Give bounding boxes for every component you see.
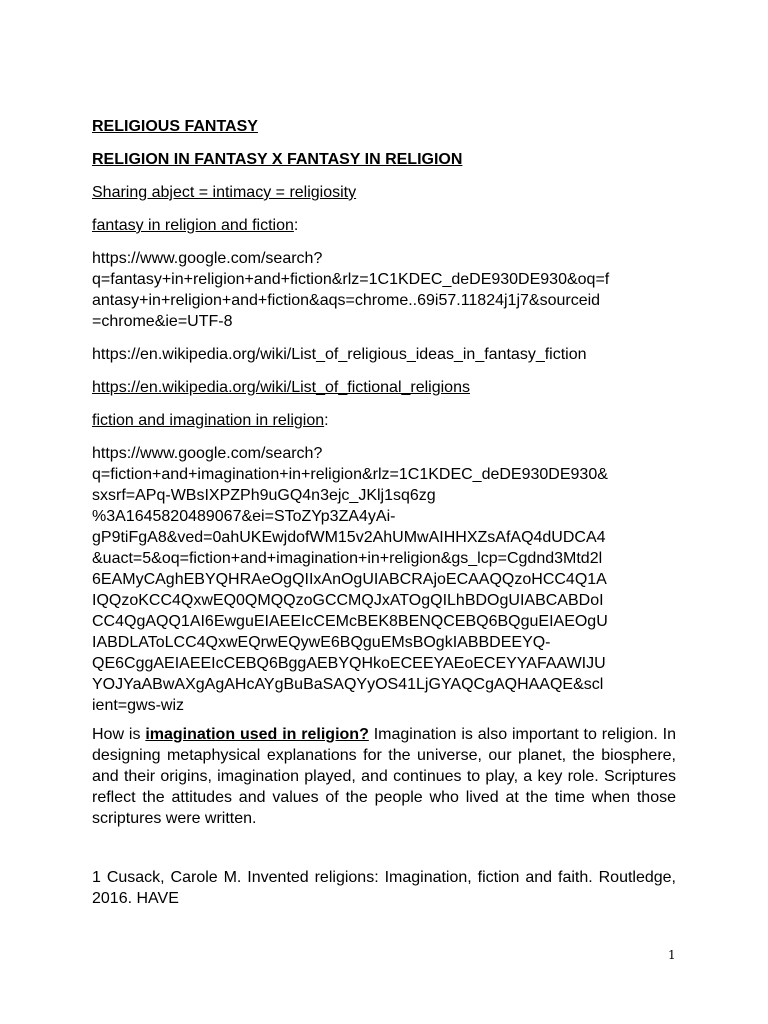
url-line: YOJYaABwAXgAgAHcAYgBuBaSAQYyOS41LjGYAQCgAQHAAQE&scl — [92, 676, 604, 693]
spacer — [92, 716, 676, 724]
url-line: 6EAMyCAghEBYQHRAeOgQIIxAnOgUIABCRAjoECAAQQzoHCC4Q1A — [92, 571, 607, 588]
url-line: q=fantasy+in+religion+and+fiction&rlz=1C1KDEC_deDE930DE930&oq=f — [92, 271, 610, 288]
url-line: =chrome&ie=UTF-8 — [92, 313, 233, 330]
section1-search-link[interactable] — [92, 248, 676, 332]
url-line: IABDLAToLCC4QxwEQrwEQywE6BQguEMsBOgkIABBDEEYQ- — [92, 634, 551, 651]
section1-colon: : — [293, 217, 299, 234]
spacer — [92, 829, 676, 867]
spacer — [92, 203, 676, 215]
spacer — [92, 236, 676, 248]
document-subtitle: RELIGION IN FANTASY X FANTASY IN RELIGION — [92, 151, 463, 168]
url-line: %3A1645820489067&ei=SToZYp3ZA4yAi- — [92, 508, 396, 525]
url-line: sxsrf=APq-WBsIXPZPh9uGQ4n3ejc_JKlj1sq6zg — [92, 487, 436, 504]
page-number: 1 — [668, 948, 676, 962]
wiki-link-religious-ideas[interactable]: https://en.wikipedia.org/wiki/List_of_religious_ideas_in_fantasy_fiction — [92, 346, 587, 363]
url-line: CC4QgAQQ1AI6EwguEIAEEIcCEMcBEK8BENQCEBQ6BQguEIAEOgU — [92, 613, 608, 630]
wiki-link-fictional-religions[interactable]: https://en.wikipedia.org/wiki/List_of_fictional_religions — [92, 379, 470, 396]
url-line: IQQzoKCC4QxwEQ0QMQQzoGCCMQJxATOgQILhBDOgUIABCABDoI — [92, 592, 604, 609]
footnote: 1 Cusack, Carole M. Invented religions: Imagination, fiction and faith. Routledge, 2016. HAVE — [92, 869, 676, 907]
section1-heading-line — [92, 215, 676, 236]
spacer — [92, 398, 676, 410]
url-line: q=fiction+and+imagination+in+religion&rlz=1C1KDEC_deDE930DE930& — [92, 466, 608, 483]
spacer — [92, 365, 676, 377]
paragraph-rest: Imagination is also important to religion. In designing metaphysical explanations for the universe, our planet, the biosphere, and their origins, imagination played, and continues to play, a key role. Scriptures reflect the attitudes and values of the people who lived at the time when those scriptures were written. — [92, 726, 677, 827]
document-title: RELIGIOUS FANTASY — [92, 118, 258, 135]
url-line: https://www.google.com/search? — [92, 445, 323, 462]
paragraph-emphasis: imagination used in religion? — [145, 726, 369, 743]
section2-heading: fiction and imagination in religion — [92, 412, 325, 429]
spacer — [92, 332, 676, 344]
tagline: Sharing abject = intimacy = religiosity — [92, 184, 357, 201]
section2-colon: : — [324, 412, 329, 429]
url-line: gP9tiFgA8&ved=0ahUKEwjdofWM15v2AhUMwAIHHXZsAfAQ4dUDCA4 — [92, 529, 606, 546]
spacer — [92, 137, 676, 149]
section1-heading: fantasy in religion and fiction — [92, 217, 294, 234]
paragraph-lead: How is — [92, 726, 146, 743]
spacer — [92, 431, 676, 443]
section2-search-link[interactable] — [92, 443, 676, 716]
body-paragraph — [92, 724, 676, 829]
url-line: https://www.google.com/search? — [92, 250, 323, 267]
url-line: antasy+in+religion+and+fiction&aqs=chrome..69i57.11824j1j7&sourceid — [92, 292, 601, 309]
url-line: QE6CggAEIAEEIcCEBQ6BggAEBYQHkoECEEYAEoECEYYAFAAWIJU — [92, 655, 606, 672]
url-line: ient=gws-wiz — [92, 697, 185, 714]
url-line: &uact=5&oq=fiction+and+imagination+in+religion&gs_lcp=Cgdnd3Mtd2l — [92, 550, 603, 567]
document-body — [92, 116, 676, 909]
spacer — [92, 170, 676, 182]
section2-heading-line — [92, 410, 676, 431]
